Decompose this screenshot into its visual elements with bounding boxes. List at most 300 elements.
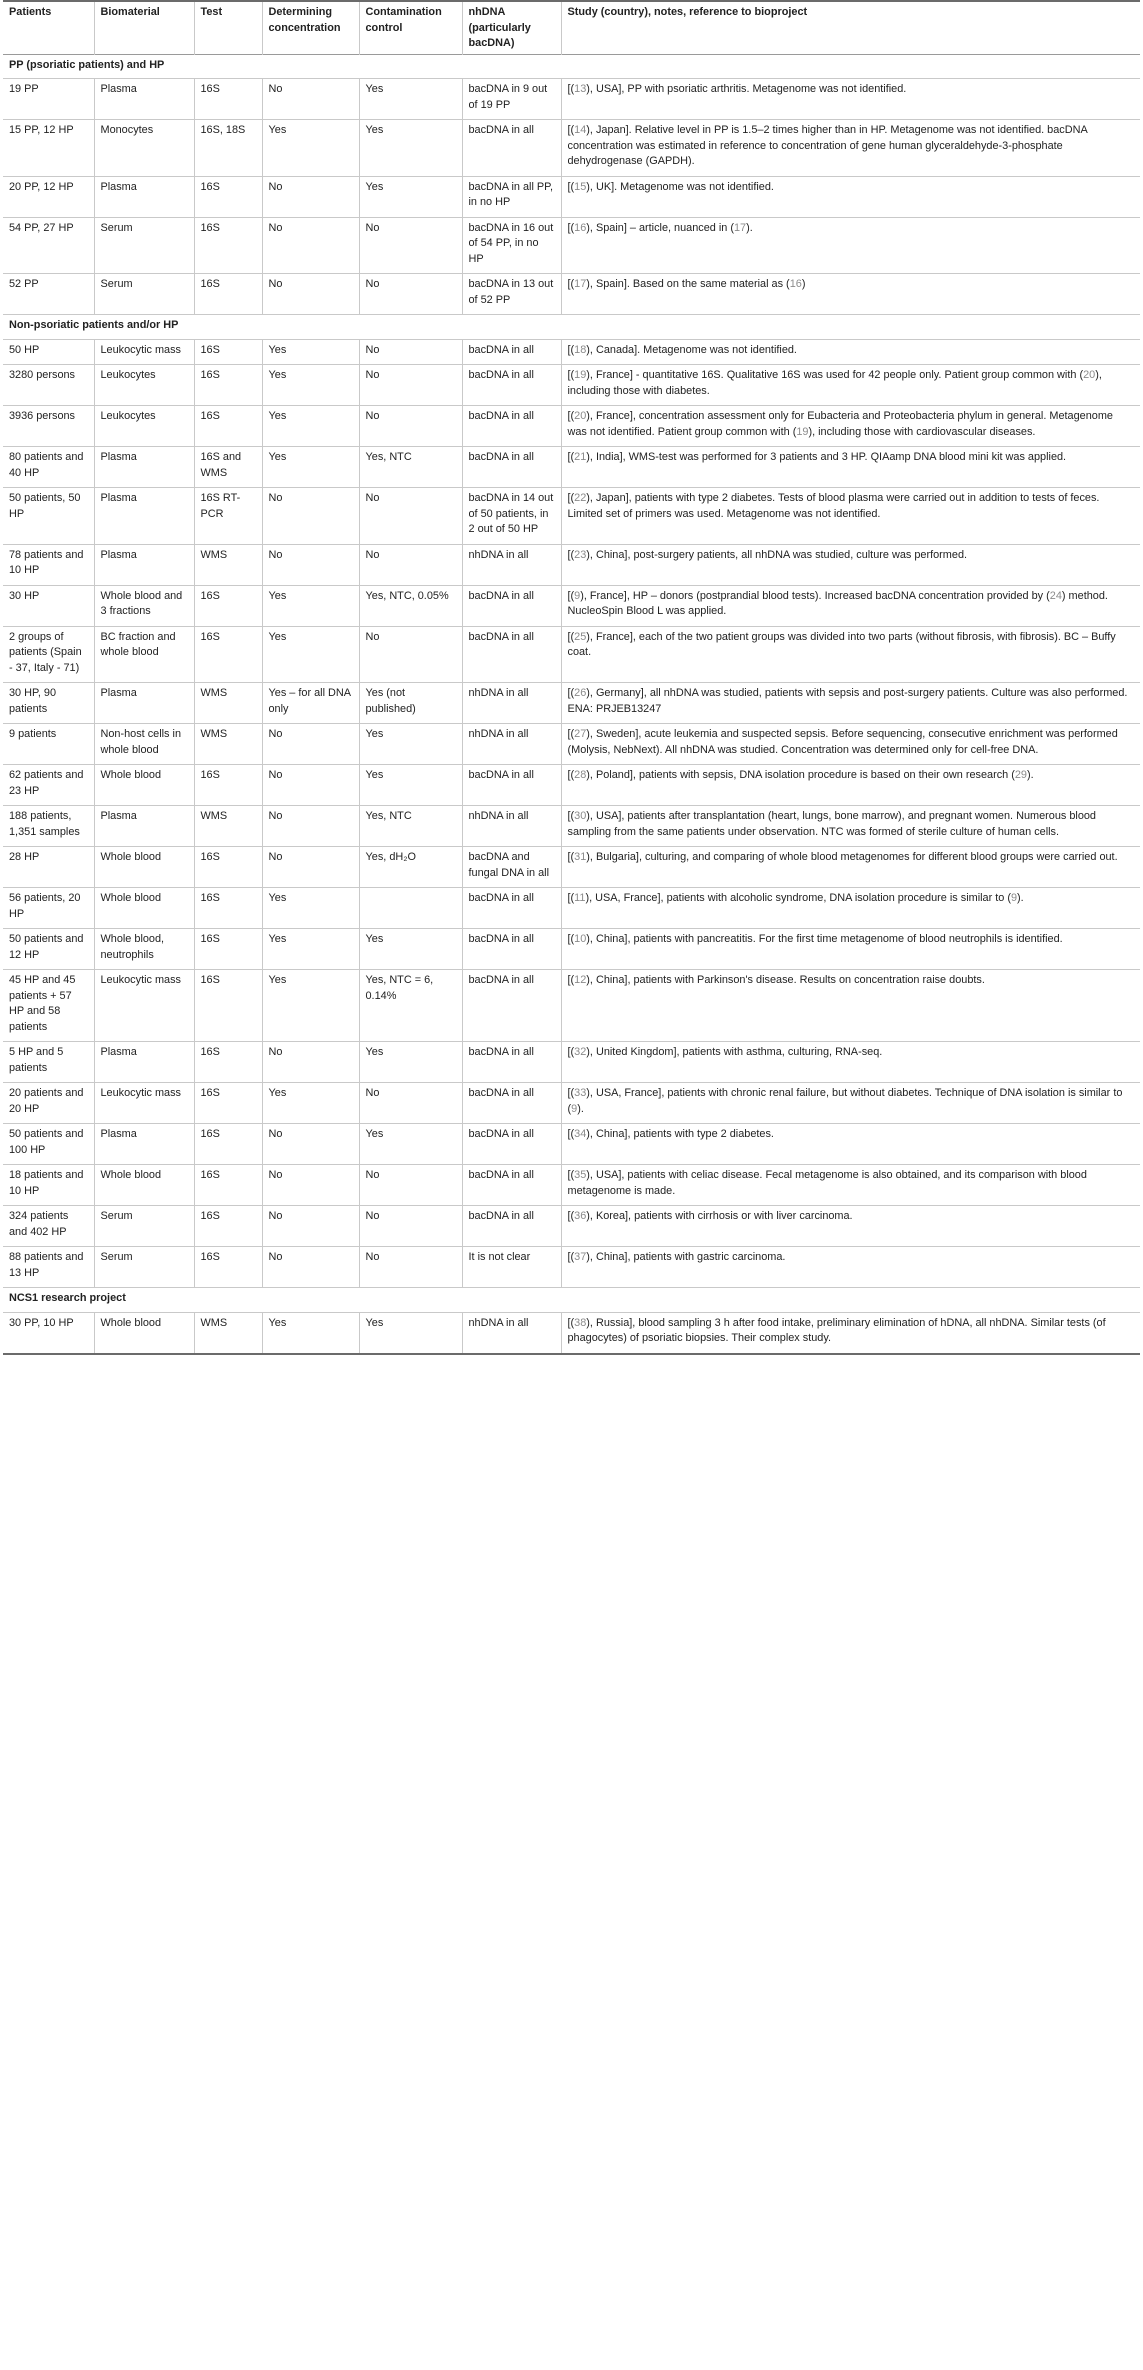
table-row [3,1312,1140,1354]
studies-table [3,0,1140,1355]
cell-determining-concentration: Yes – for all DNA only [262,683,359,724]
reference-link[interactable]: 24 [1049,589,1062,602]
cell-nhdna: bacDNA in all [462,626,561,683]
cell-determining-concentration: No [262,1042,359,1083]
cell-determining-concentration: No [262,1247,359,1288]
header-study: Study (country), notes, reference to bioproject [567,6,808,18]
reference-link[interactable]: 30 [574,810,587,822]
cell-study [561,79,1140,120]
reference-link[interactable]: 29 [1014,769,1027,781]
cell-contamination-control: No [359,1206,462,1247]
cell-determining-concentration: Yes [262,339,359,365]
table-row [3,176,1140,217]
table-row [3,1247,1140,1288]
cell-study [561,1247,1140,1288]
study-text: ), France], concentration assessment only for Eubacteria and Proteobacteria phylum in general. Metagenome was not identified. Patient group common with ( [567,410,1113,438]
study-text: [( [567,728,575,740]
cell-biomaterial: Whole blood [94,1312,194,1354]
cell-patients: 2 groups of patients (Spain - 37, Italy - 71) [3,626,94,683]
reference-link[interactable]: 28 [574,769,587,781]
cell-test: 16S [194,1206,262,1247]
study-text: ), China], patients with pancreatitis. For the first time metagenome of blood neutrophils is identified. [586,933,1063,945]
cell-nhdna: nhDNA in all [462,1312,561,1354]
table-row [3,1042,1140,1083]
study-text: [( [567,124,575,136]
cell-study [561,447,1140,488]
cell-study [561,1206,1140,1247]
cell-test: 16S [194,365,262,406]
reference-link[interactable]: 18 [574,343,587,356]
cell-nhdna: bacDNA in all [462,1042,561,1083]
reference-link[interactable]: 19 [796,425,809,438]
cell-test: 16S [194,585,262,626]
study-text: [( [567,180,575,193]
study-text: ), including those with cardiovascular diseases. [808,425,1036,438]
study-text: [( [567,1128,575,1140]
cell-test: 16S [194,626,262,683]
table-row [3,765,1140,806]
cell-study [561,365,1140,406]
table-row [3,847,1140,888]
reference-link[interactable]: 16 [574,221,587,234]
cell-patients: 54 PP, 27 HP [3,217,94,274]
cell-contamination-control: Yes [359,765,462,806]
reference-link[interactable]: 19 [574,369,587,381]
cell-biomaterial: Plasma [94,447,194,488]
cell-test: 16S [194,1083,262,1124]
table-header [3,1,1140,54]
study-text: ). [746,221,753,234]
cell-biomaterial: Leukocytic mass [94,970,194,1042]
cell-study [561,929,1140,970]
reference-link[interactable]: 23 [574,548,587,561]
cell-study [561,1124,1140,1165]
cell-patients: 30 PP, 10 HP [3,1312,94,1354]
cell-contamination-control: Yes [359,929,462,970]
cell-test: 16S [194,1042,262,1083]
cell-determining-concentration: No [262,1206,359,1247]
cell-contamination-control: Yes [359,79,462,120]
cell-contamination-control: Yes [359,1042,462,1083]
cell-study [561,1083,1140,1124]
cell-contamination-control: Yes [359,1312,462,1354]
cell-nhdna: bacDNA in all [462,970,561,1042]
cell-biomaterial: Monocytes [94,120,194,177]
cell-study [561,406,1140,447]
cell-nhdna: nhDNA in all [462,683,561,724]
cell-biomaterial: Leukocytes [94,365,194,406]
cell-determining-concentration: No [262,274,359,315]
cell-test: WMS [194,544,262,585]
table-row [3,274,1140,315]
cell-patients: 88 patients and 13 HP [3,1247,94,1288]
cell-test: 16S and WMS [194,447,262,488]
table-row [3,929,1140,970]
study-text: ), including those with diabetes. [567,369,1102,397]
cell-test: 16S [194,1165,262,1206]
table-row [3,544,1140,585]
study-text: [( [567,278,575,290]
cell-contamination-control: No [359,217,462,274]
table-row [3,488,1140,545]
cell-nhdna: nhDNA in all [462,806,561,847]
cell-contamination-control: Yes [359,120,462,177]
cell-biomaterial: Whole blood [94,888,194,929]
table-row [3,683,1140,724]
cell-contamination-control: Yes [359,724,462,765]
cell-determining-concentration: No [262,847,359,888]
cell-biomaterial: Whole blood [94,847,194,888]
cell-patients: 5 HP and 5 patients [3,1042,94,1083]
reference-link[interactable]: 9 [571,1102,578,1115]
cell-biomaterial: Plasma [94,176,194,217]
cell-patients: 78 patients and 10 HP [3,544,94,585]
cell-determining-concentration: Yes [262,120,359,177]
cell-determining-concentration: No [262,1165,359,1206]
cell-biomaterial: Plasma [94,79,194,120]
cell-nhdna: bacDNA and fungal DNA in all [462,847,561,888]
table-row [3,626,1140,683]
reference-link[interactable]: 12 [574,974,587,986]
cell-contamination-control: Yes (not published) [359,683,462,724]
reference-link[interactable]: 15 [574,180,587,193]
cell-study [561,274,1140,315]
reference-link[interactable]: 21 [574,451,587,463]
cell-determining-concentration: No [262,488,359,545]
cell-contamination-control: No [359,339,462,365]
cell-test: 16S [194,406,262,447]
cell-contamination-control: No [359,1247,462,1288]
cell-patients: 50 patients and 100 HP [3,1124,94,1165]
cell-nhdna: bacDNA in all [462,1083,561,1124]
table-row [3,1206,1140,1247]
reference-link[interactable]: 17 [574,278,587,290]
cell-determining-concentration: Yes [262,447,359,488]
study-text: ), China], post-surgery patients, all nhDNA was studied, culture was performed. [586,548,968,561]
study-text: ), China], patients with gastric carcinoma. [586,1251,786,1263]
cell-contamination-control: Yes, NTC = 6, 0.14% [359,970,462,1042]
cell-biomaterial: Whole blood [94,1165,194,1206]
cell-test: WMS [194,683,262,724]
cell-nhdna: bacDNA in all [462,929,561,970]
reference-link[interactable]: 9 [574,589,581,602]
study-text: [( [567,810,575,822]
study-text: ), Canada]. Metagenome was not identified. [586,343,797,356]
table-row [3,365,1140,406]
cell-test: 16S [194,1124,262,1165]
cell-study [561,806,1140,847]
cell-study [561,488,1140,545]
cell-contamination-control [359,888,462,929]
table-row [3,406,1140,447]
cell-test: 16S [194,339,262,365]
cell-patients: 324 patients and 402 HP [3,1206,94,1247]
study-text: ), Sweden], acute leukemia and suspected sepsis. Before sequencing, consecutive enrichment was performed (Molysis, NebNext). All nhDNA was studied. Concentration was determined only for cell-free DNA. [567,728,1118,756]
reference-link[interactable]: 37 [574,1251,587,1263]
cell-study [561,1042,1140,1083]
cell-patients: 50 patients and 12 HP [3,929,94,970]
study-text: [( [567,974,575,986]
study-text: ), India], WMS-test was performed for 3 patients and 3 HP. QIAamp DNA blood mini kit was applied. [586,451,1067,463]
cell-test: 16S [194,847,262,888]
cell-test: 16S [194,765,262,806]
table-row [3,1083,1140,1124]
reference-link[interactable]: 25 [574,630,587,643]
cell-contamination-control: Yes [359,1124,462,1165]
study-text: [( [567,1087,575,1099]
study-text: ), France], each of the two patient groups was divided into two parts (without fibrosis, with fibrosis). BC – Buffy coat. [567,630,1116,658]
cell-contamination-control: Yes, dH₂O [359,847,462,888]
table-row [3,724,1140,765]
reference-link[interactable]: 16 [789,278,802,290]
header-nhdna: nhDNA (particularly bacDNA) [462,1,561,54]
study-text: ), USA, France], patients with chronic renal failure, but without diabetes. Technique of DNA isolation is similar to ( [567,1087,1123,1115]
cell-patients: 19 PP [3,79,94,120]
cell-contamination-control: No [359,274,462,315]
reference-link[interactable]: 34 [574,1128,587,1140]
cell-contamination-control: No [359,1083,462,1124]
cell-determining-concentration: No [262,765,359,806]
reference-link[interactable]: 27 [574,728,587,740]
cell-contamination-control: No [359,488,462,545]
header-biomaterial: Biomaterial [94,1,194,54]
cell-determining-concentration: Yes [262,626,359,683]
cell-determining-concentration: Yes [262,1312,359,1354]
table-row [3,1165,1140,1206]
cell-study [561,970,1140,1042]
reference-link[interactable]: 11 [574,892,586,904]
section-title: Non-psoriatic patients and/or HP [9,319,179,331]
reference-link[interactable]: 36 [574,1210,587,1222]
table-row [3,447,1140,488]
cell-study [561,626,1140,683]
study-text: [( [567,83,575,95]
study-text: ), France] - quantitative 16S. Qualitative 16S was used for 42 people only. Patient group common with ( [586,369,1084,381]
study-text: ). [1017,892,1024,904]
cell-test: 16S [194,970,262,1042]
cell-patients: 30 HP, 90 patients [3,683,94,724]
cell-biomaterial: Whole blood and 3 fractions [94,585,194,626]
table-row [3,585,1140,626]
cell-nhdna: bacDNA in all [462,765,561,806]
cell-contamination-control: Yes, NTC [359,806,462,847]
cell-biomaterial: Leukocytic mass [94,339,194,365]
study-text: ). [1027,769,1034,781]
study-text: ), China], patients with type 2 diabetes. [586,1128,774,1140]
cell-test: 16S [194,79,262,120]
cell-biomaterial: Plasma [94,683,194,724]
cell-nhdna: bacDNA in all [462,1206,561,1247]
cell-contamination-control: No [359,626,462,683]
reference-link[interactable]: 22 [574,492,587,504]
cell-nhdna: It is not clear [462,1247,561,1288]
reference-link[interactable]: 33 [574,1087,587,1099]
cell-biomaterial: Plasma [94,806,194,847]
study-text: ), Germany], all nhDNA was studied, patients with sepsis and post-surgery patients. Culture was also performed. ENA: PRJEB13247 [567,687,1128,715]
study-text: ) method. NucleoSpin Blood L was applied. [567,589,1108,617]
cell-study [561,544,1140,585]
study-text: [( [567,343,575,356]
table-row [3,120,1140,177]
cell-biomaterial: Leukocytes [94,406,194,447]
cell-patients: 28 HP [3,847,94,888]
study-text: ), USA], PP with psoriatic arthritis. Metagenome was not identified. [586,83,907,95]
study-text: ), USA], patients with celiac disease. Fecal metagenome is also obtained, and its comparison with blood metagenome is made. [567,1169,1087,1197]
cell-test: 16S [194,1247,262,1288]
study-text: ), Japan], patients with type 2 diabetes. Tests of blood plasma were carried out in addition to tests of feces. Limited set of primers was used. Metagenome was not identified. [567,492,1100,520]
section-row-ncs1-project [3,1288,1140,1313]
table-row [3,806,1140,847]
cell-nhdna: bacDNA in all [462,406,561,447]
cell-nhdna: bacDNA in all [462,1165,561,1206]
cell-biomaterial: Serum [94,217,194,274]
reference-link[interactable]: 38 [574,1316,587,1329]
cell-determining-concentration: No [262,1124,359,1165]
cell-test: WMS [194,724,262,765]
cell-determining-concentration: Yes [262,1083,359,1124]
study-text: ), Spain]. Based on the same material as ( [586,278,790,290]
cell-nhdna: bacDNA in 13 out of 52 PP [462,274,561,315]
study-text: [( [567,410,575,422]
cell-nhdna: nhDNA in all [462,724,561,765]
study-text: [( [567,1251,575,1263]
study-text: ), Spain] – article, nuanced in ( [586,221,734,234]
cell-study [561,765,1140,806]
reference-link[interactable]: 10 [574,933,587,945]
cell-contamination-control: No [359,1165,462,1206]
header-row [3,1,1140,54]
cell-study [561,217,1140,274]
study-text: ), Poland], patients with sepsis, DNA isolation procedure is based on their own research ( [586,769,1015,781]
study-text: [( [567,492,575,504]
cell-patients: 20 patients and 20 HP [3,1083,94,1124]
cell-contamination-control: No [359,544,462,585]
table-row [3,79,1140,120]
reference-link[interactable]: 31 [574,851,587,863]
cell-determining-concentration: No [262,79,359,120]
cell-biomaterial: Plasma [94,488,194,545]
cell-patients: 52 PP [3,274,94,315]
reference-link[interactable]: 9 [1010,892,1018,904]
cell-determining-concentration: No [262,724,359,765]
cell-test: 16S [194,888,262,929]
header-determining-concentration: Determining concentration [262,1,359,54]
study-text: ), Korea], patients with cirrhosis or with liver carcinoma. [586,1210,853,1222]
reference-link[interactable]: 14 [574,124,587,136]
cell-determining-concentration: Yes [262,365,359,406]
cell-determining-concentration: No [262,217,359,274]
cell-patients: 3280 persons [3,365,94,406]
header-contamination-control: Contamination control [359,1,462,54]
reference-link[interactable]: 32 [574,1046,587,1058]
cell-study [561,585,1140,626]
section-row-non-psoriatic [3,315,1140,340]
reference-link[interactable]: 35 [574,1169,587,1181]
cell-patients: 80 patients and 40 HP [3,447,94,488]
reference-link[interactable]: 17 [734,221,747,234]
cell-patients: 3936 persons [3,406,94,447]
study-text: ), UK]. Metagenome was not identified. [586,180,774,193]
section-title: PP (psoriatic patients) and HP [9,58,165,71]
cell-biomaterial: Plasma [94,544,194,585]
cell-patients: 9 patients [3,724,94,765]
table-row [3,970,1140,1042]
table-body [3,54,1140,1354]
cell-biomaterial: Plasma [94,1124,194,1165]
cell-contamination-control: Yes, NTC [359,447,462,488]
study-text: ) [801,278,806,290]
cell-study [561,1312,1140,1354]
cell-biomaterial: Serum [94,1206,194,1247]
cell-biomaterial: BC fraction and whole blood [94,626,194,683]
cell-test: 16S [194,929,262,970]
cell-biomaterial: Serum [94,274,194,315]
section-title: NCS1 research project [9,1292,126,1304]
reference-link[interactable]: 13 [574,83,587,95]
cell-biomaterial: Serum [94,1247,194,1288]
cell-determining-concentration: Yes [262,970,359,1042]
cell-nhdna: bacDNA in all [462,888,561,929]
cell-biomaterial: Non-host cells in whole blood [94,724,194,765]
table-row [3,339,1140,365]
study-text: [( [567,1169,575,1181]
study-text: ), USA], patients after transplantation (heart, lungs, bone marrow), and pregnant women. Numerous blood sampling from the same patients under observation. NTC was formed of sterile culture of human cells. [567,810,1096,838]
study-text: [( [567,221,575,234]
header-test: Test [194,1,262,54]
table-row [3,888,1140,929]
study-text: [( [567,451,575,463]
cell-patients: 45 HP and 45 patients + 57 HP and 58 patients [3,970,94,1042]
cell-test: WMS [194,806,262,847]
cell-patients: 62 patients and 23 HP [3,765,94,806]
cell-nhdna: bacDNA in 9 out of 19 PP [462,79,561,120]
cell-test: 16S [194,274,262,315]
cell-contamination-control: Yes [359,176,462,217]
cell-nhdna: bacDNA in all [462,339,561,365]
study-text: ), United Kingdom], patients with asthma, culturing, RNA-seq. [586,1046,883,1058]
study-text: ). [577,1102,584,1115]
cell-contamination-control: No [359,406,462,447]
cell-nhdna: nhDNA in all [462,544,561,585]
cell-test: 16S [194,217,262,274]
cell-nhdna: bacDNA in 14 out of 50 patients, in 2 out of 50 HP [462,488,561,545]
cell-nhdna: bacDNA in all [462,447,561,488]
cell-determining-concentration: Yes [262,585,359,626]
study-text: ), Russia], blood sampling 3 h after food intake, preliminary elimination of hDNA, all nhDNA. Similar tests (of phagocytes) of psoriatic biopsies. Their complex study. [567,1316,1106,1344]
cell-study [561,724,1140,765]
cell-patients: 50 HP [3,339,94,365]
study-text: [( [567,769,575,781]
table-row [3,217,1140,274]
study-text: [( [567,548,575,561]
cell-patients: 56 patients, 20 HP [3,888,94,929]
cell-test: WMS [194,1312,262,1354]
reference-link[interactable]: 26 [574,687,587,699]
cell-study [561,847,1140,888]
cell-nhdna: bacDNA in all PP, in no HP [462,176,561,217]
study-text: [( [567,369,575,381]
cell-contamination-control: No [359,365,462,406]
cell-nhdna: bacDNA in 16 out of 54 PP, in no HP [462,217,561,274]
reference-link[interactable]: 20 [574,410,587,422]
study-text: ), Bulgaria], culturing, and comparing of whole blood metagenomes for different blood groups were carried out. [586,851,1118,863]
reference-link[interactable]: 20 [1083,369,1096,381]
cell-patients: 188 patients, 1,351 samples [3,806,94,847]
cell-patients: 50 patients, 50 HP [3,488,94,545]
cell-determining-concentration: No [262,806,359,847]
cell-study [561,1165,1140,1206]
cell-study [561,120,1140,177]
